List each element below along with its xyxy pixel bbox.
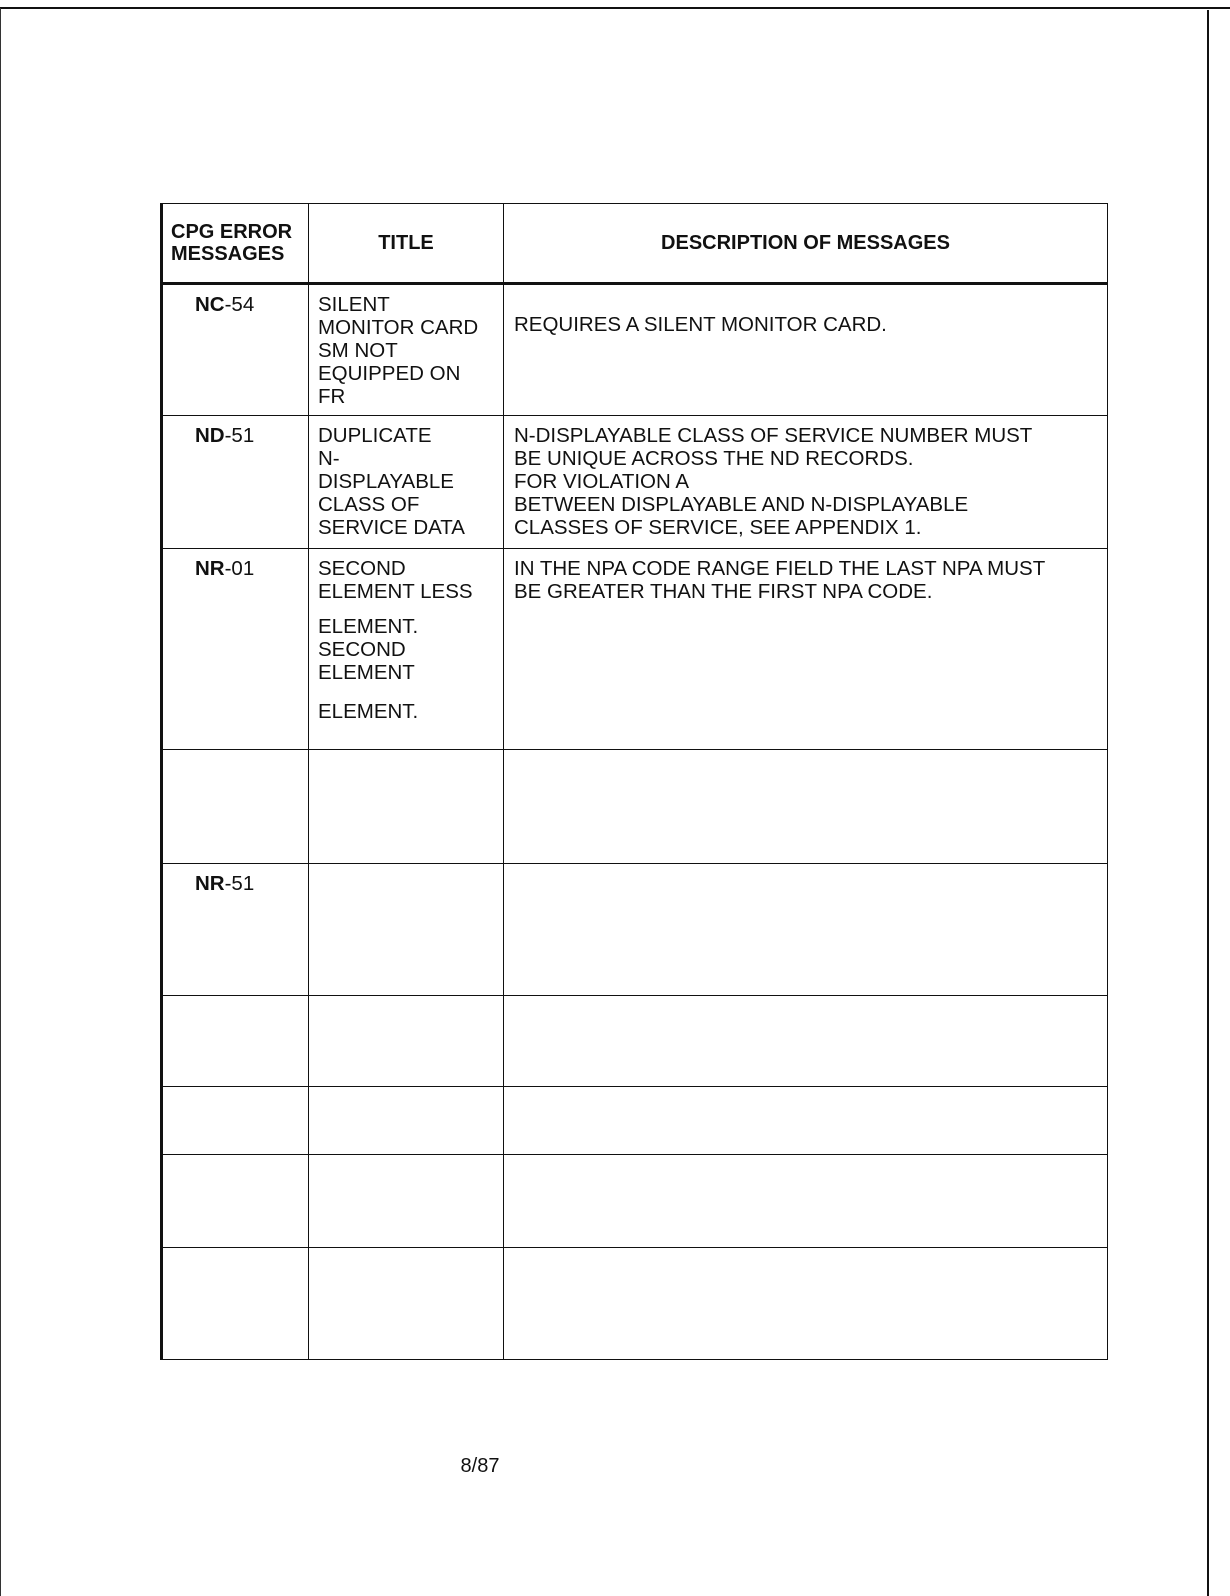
page-top-rule — [0, 7, 1230, 9]
description-cell — [504, 1248, 1108, 1360]
error-code-cell — [162, 864, 309, 996]
error-code-suffix: -01 — [224, 557, 255, 580]
description-line: CLASSES OF SERVICE, SEE APPENDIX 1. — [514, 516, 922, 539]
table-row — [162, 996, 1108, 1087]
table-row — [162, 1087, 1108, 1155]
error-code-cell — [162, 284, 309, 416]
error-code-prefix: NR — [195, 872, 225, 895]
error-code-prefix: ND — [195, 424, 225, 447]
error-code-cell — [162, 1248, 309, 1360]
table-row — [162, 284, 1108, 416]
title-line: ELEMENT. — [318, 615, 419, 638]
title-cell — [309, 1087, 504, 1155]
title-line: SERVICE DATA — [318, 516, 465, 539]
description-cell — [504, 1087, 1108, 1155]
table-row — [162, 549, 1108, 750]
error-code-suffix: -51 — [224, 424, 255, 447]
title-cell — [309, 284, 504, 416]
title-line: DUPLICATE — [318, 424, 432, 447]
title-line: MONITOR CARD — [318, 316, 479, 339]
description-cell — [504, 416, 1108, 549]
page-footer-date: 8/87 — [460, 1455, 500, 1477]
table-row — [162, 864, 1108, 996]
header-title: TITLE — [309, 204, 504, 284]
error-code-cell — [162, 1087, 309, 1155]
description-line: FOR VIOLATION A — [514, 470, 690, 493]
description-cell — [504, 284, 1108, 416]
table-row — [162, 750, 1108, 864]
error-messages-table — [160, 203, 1108, 1360]
title-line: CLASS OF — [318, 493, 420, 516]
description-cell — [504, 1155, 1108, 1248]
title-line: SM NOT — [318, 339, 398, 362]
header-cpg-error-messages — [162, 204, 309, 284]
title-line: SECOND — [318, 638, 406, 661]
error-code-cell — [162, 750, 309, 864]
description-cell — [504, 996, 1108, 1087]
description-line: N-DISPLAYABLE CLASS OF SERVICE NUMBER MUST — [514, 424, 1033, 447]
error-code-prefix: NR — [195, 557, 225, 580]
description-line: REQUIRES A SILENT MONITOR CARD. — [514, 313, 887, 336]
table-header-row — [162, 204, 1108, 284]
title-cell — [309, 750, 504, 864]
title-line: DISPLAYABLE — [318, 470, 454, 493]
description-line: BE GREATER THAN THE FIRST NPA CODE. — [514, 580, 933, 603]
table-row — [162, 416, 1108, 549]
table-row — [162, 1248, 1108, 1360]
description-line: BE UNIQUE ACROSS THE ND RECORDS. — [514, 447, 914, 470]
title-cell — [309, 1248, 504, 1360]
error-code-prefix: NC — [195, 293, 225, 316]
header-line: CPG ERROR MESSAGES — [171, 221, 293, 265]
title-cell — [309, 416, 504, 549]
title-cell — [309, 1155, 504, 1248]
title-line: ELEMENT LESS — [318, 580, 473, 603]
title-line: FR — [318, 385, 346, 408]
description-cell — [504, 750, 1108, 864]
description-line: IN THE NPA CODE RANGE FIELD THE LAST NPA MUST — [514, 557, 1046, 580]
title-line: EQUIPPED ON — [318, 362, 461, 385]
title-cell — [309, 549, 504, 750]
title-line: ELEMENT. — [318, 700, 419, 723]
header-description: DESCRIPTION OF MESSAGES — [504, 204, 1108, 284]
error-code-suffix: -54 — [224, 293, 255, 316]
title-line: SILENT — [318, 293, 390, 316]
error-code-cell — [162, 1155, 309, 1248]
title-line: SECOND — [318, 557, 406, 580]
error-code-cell — [162, 416, 309, 549]
title-cell — [309, 864, 504, 996]
page-left-rule — [0, 8, 1, 1596]
title-line: N- — [318, 447, 340, 470]
title-line: ELEMENT — [318, 661, 415, 684]
page-right-rule — [1207, 10, 1209, 1596]
description-cell — [504, 864, 1108, 996]
title-cell — [309, 996, 504, 1087]
table-row — [162, 1155, 1108, 1248]
error-code-cell — [162, 549, 309, 750]
error-code-suffix: -51 — [224, 872, 255, 895]
description-cell — [504, 549, 1108, 750]
description-line: BETWEEN DISPLAYABLE AND N-DISPLAYABLE — [514, 493, 969, 516]
error-code-cell — [162, 996, 309, 1087]
